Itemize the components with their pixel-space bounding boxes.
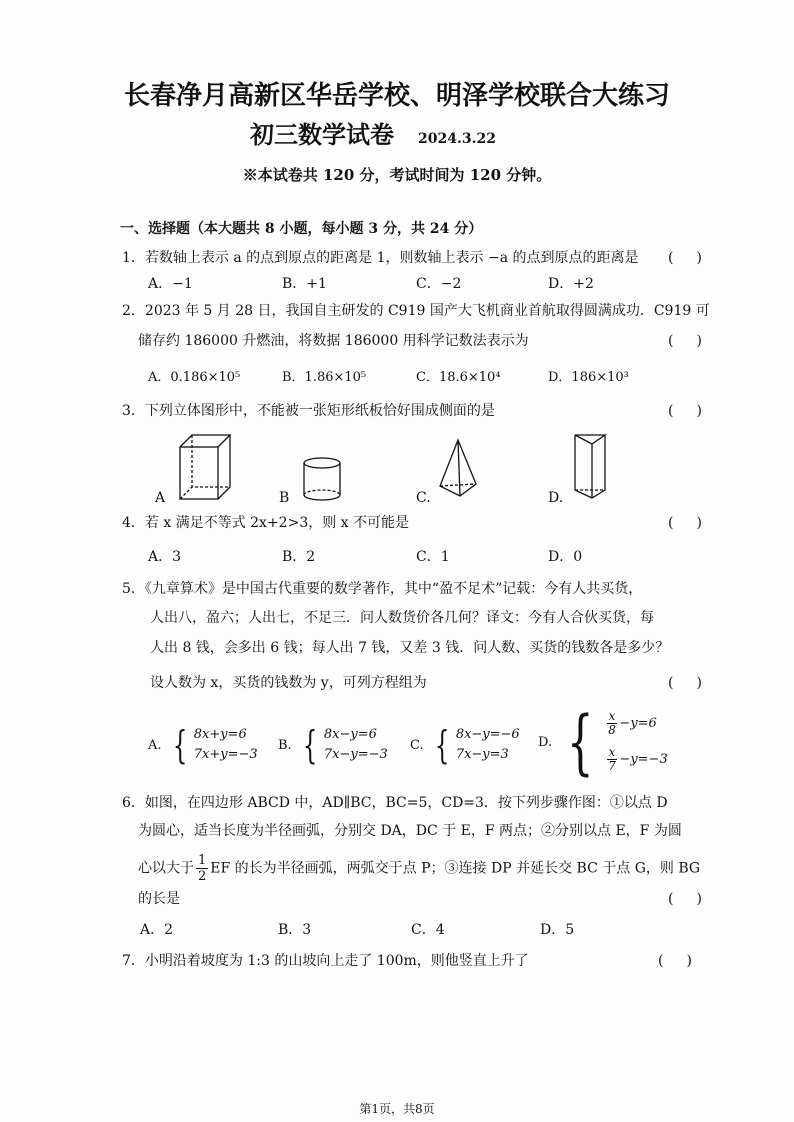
q4-text: 4．若 x 满足不等式 2x+2>3，则 x 不可能是 [122, 515, 410, 531]
equation-rest: −y=−3 [619, 752, 668, 767]
paren-close: ) [696, 675, 702, 691]
q2-option-b: B．1.86×10⁵ [282, 370, 367, 385]
option-label: A. [148, 737, 162, 753]
q5-line3: 人出 8 钱，会多出 6 钱；每人出 7 钱，又差 3 钱．问人数、买货的钱数各是多少？ [150, 640, 670, 656]
brace-icon: { [567, 701, 594, 783]
q5-line2: 人出八，盈六；人出七，不足三．问人数货价各几何？译文：今有人合伙买货，每 [150, 610, 654, 626]
equation-rest: −y=6 [619, 716, 657, 731]
cylinder-figure [300, 455, 345, 503]
numerator: x [608, 745, 616, 759]
equation: 7x−y=3 [455, 747, 509, 762]
subtitle-row [250, 120, 496, 150]
q1-option-d: D．+2 [548, 276, 594, 292]
pyramid-figure [436, 438, 481, 500]
q3-row [122, 402, 702, 420]
q4-option-a: A．3 [148, 549, 182, 565]
q5-answer-paren [668, 674, 702, 692]
q7-text: 7．小明沿着坡度为 1:3 的山坡向上走了 100m，则他竖直上升了 [122, 953, 529, 969]
equation [605, 706, 668, 742]
paren-close: ) [696, 250, 702, 266]
q1-answer-paren [668, 249, 702, 267]
equation: 7x−y=−3 [323, 747, 388, 762]
q3-answer-paren [668, 402, 702, 420]
paren-open: ( [668, 515, 674, 531]
q3-option-d: D. [548, 490, 564, 506]
q5-line4: 设人数为 x，买货的钱数为 y，可列方程组为 [150, 675, 427, 691]
q6-option-d: D．5 [540, 922, 575, 938]
q2-line1: 2．2023 年 5 月 28 日，我国自主研发的 C919 国产大飞机商业首航取得圆满成功．C919 可 [122, 303, 710, 319]
brace-icon: { [302, 723, 318, 767]
paren-close: ) [696, 403, 702, 419]
q2-row [138, 332, 702, 350]
denominator: 2 [198, 869, 207, 884]
equation [605, 742, 668, 778]
equation: 8x−y=6 [323, 727, 377, 742]
q4-option-c: C．1 [416, 549, 450, 565]
q6-line1: 6．如图，在四边形 ABCD 中，AD∥BC，BC=5，CD=3．按下列步骤作图：①以点 D [122, 795, 668, 811]
paren-open: ( [658, 953, 664, 969]
option-label: C. [410, 737, 424, 753]
q2-answer-paren [668, 332, 702, 350]
q3-option-b: B [279, 490, 290, 506]
q1-option-a: A．−1 [148, 276, 193, 292]
q1-option-c: C．−2 [416, 276, 462, 292]
exam-title: 长春净月高新区华岳学校、明泽学校联合大练习 [123, 81, 670, 111]
q5-option-c [410, 725, 520, 765]
numerator: 1 [198, 853, 207, 868]
q4-answer-paren [668, 514, 702, 532]
q2-option-c: C．18.6×10⁴ [416, 370, 501, 385]
option-label: B. [278, 737, 292, 753]
text: 心以大于 [138, 860, 194, 877]
denominator: 7 [608, 759, 616, 773]
numerator: x [608, 709, 616, 723]
paren-open: ( [668, 891, 674, 907]
q1-text: 1．若数轴上表示 a 的点到原点的距离是 1，则数轴上表示 −a 的点到原点的距离是 [122, 250, 639, 266]
q4-option-b: B．2 [282, 549, 316, 565]
section-heading: 一、选择题（本大题共 8 小题，每小题 3 分，共 24 分） [120, 221, 483, 237]
paren-open: ( [668, 250, 674, 266]
q5-option-a [148, 725, 258, 765]
q1-row [122, 249, 702, 267]
text: EF 的长为半径画弧，两弧交于点 P；③连接 DP 并延长交 BC 于点 G，则 BG [210, 860, 701, 877]
exam-note: ※本试卷共 120 分，考试时间为 120 分钟。 [242, 166, 552, 184]
q3-text: 3．下列立体图形中，不能被一张矩形纸板恰好围成侧面的是 [122, 403, 495, 419]
rectangular-prism-figure [175, 432, 235, 502]
paren-close: ) [696, 515, 702, 531]
q4-row [122, 514, 702, 532]
paren-close: ) [686, 953, 692, 969]
q5-row [150, 674, 702, 692]
paren-open: ( [668, 675, 674, 691]
q6-option-b: B．3 [278, 922, 312, 938]
q6-option-a: A．2 [140, 922, 174, 938]
q6-line3 [138, 853, 700, 884]
denominator: 8 [608, 723, 616, 737]
q2-line2: 储存约 186000 升燃油，将数据 186000 用科学记数法表示为 [138, 333, 529, 349]
equation: 8x−y=−6 [455, 727, 520, 742]
q2-option-d: D．186×10³ [548, 370, 629, 385]
option-label: D. [538, 734, 553, 750]
q6-row [138, 890, 702, 908]
exam-subtitle: 初三数学试卷 [250, 120, 394, 149]
q6-option-c: C．4 [411, 922, 445, 938]
triangular-prism-figure [570, 432, 610, 502]
q2-option-a: A．0.186×10⁵ [148, 370, 241, 385]
q6-answer-paren [668, 890, 702, 908]
paren-open: ( [668, 403, 674, 419]
brace-icon: { [172, 723, 187, 767]
q3-option-c: C. [416, 490, 431, 506]
q5-option-d [538, 701, 668, 783]
equation: 7x+y=−3 [193, 747, 258, 762]
q6-line2: 为圆心，适当长度为半径画弧，分别交 DA，DC 于 E，F 两点；②分别以点 E，F 为圆 [138, 823, 682, 839]
paren-close: ) [696, 891, 702, 907]
exam-date: 2024.3.22 [418, 131, 496, 147]
brace-icon: { [434, 723, 449, 767]
q5-option-b [278, 725, 388, 765]
q5-line1: 5．《九章算术》是中国古代重要的数学著作，其中“盈不足术”记载：今有人共买货， [122, 581, 643, 597]
q4-option-d: D．0 [548, 549, 583, 565]
paren-open: ( [668, 333, 674, 349]
page-footer: 第1页，共8页 [359, 1102, 435, 1116]
q7-answer-paren [658, 952, 692, 970]
q7-row [122, 952, 692, 970]
q6-line4: 的长是 [138, 891, 180, 907]
equation: 8x+y=6 [193, 727, 247, 742]
q3-option-a: A [155, 490, 166, 506]
q1-option-b: B．+1 [282, 276, 327, 292]
paren-close: ) [696, 333, 702, 349]
